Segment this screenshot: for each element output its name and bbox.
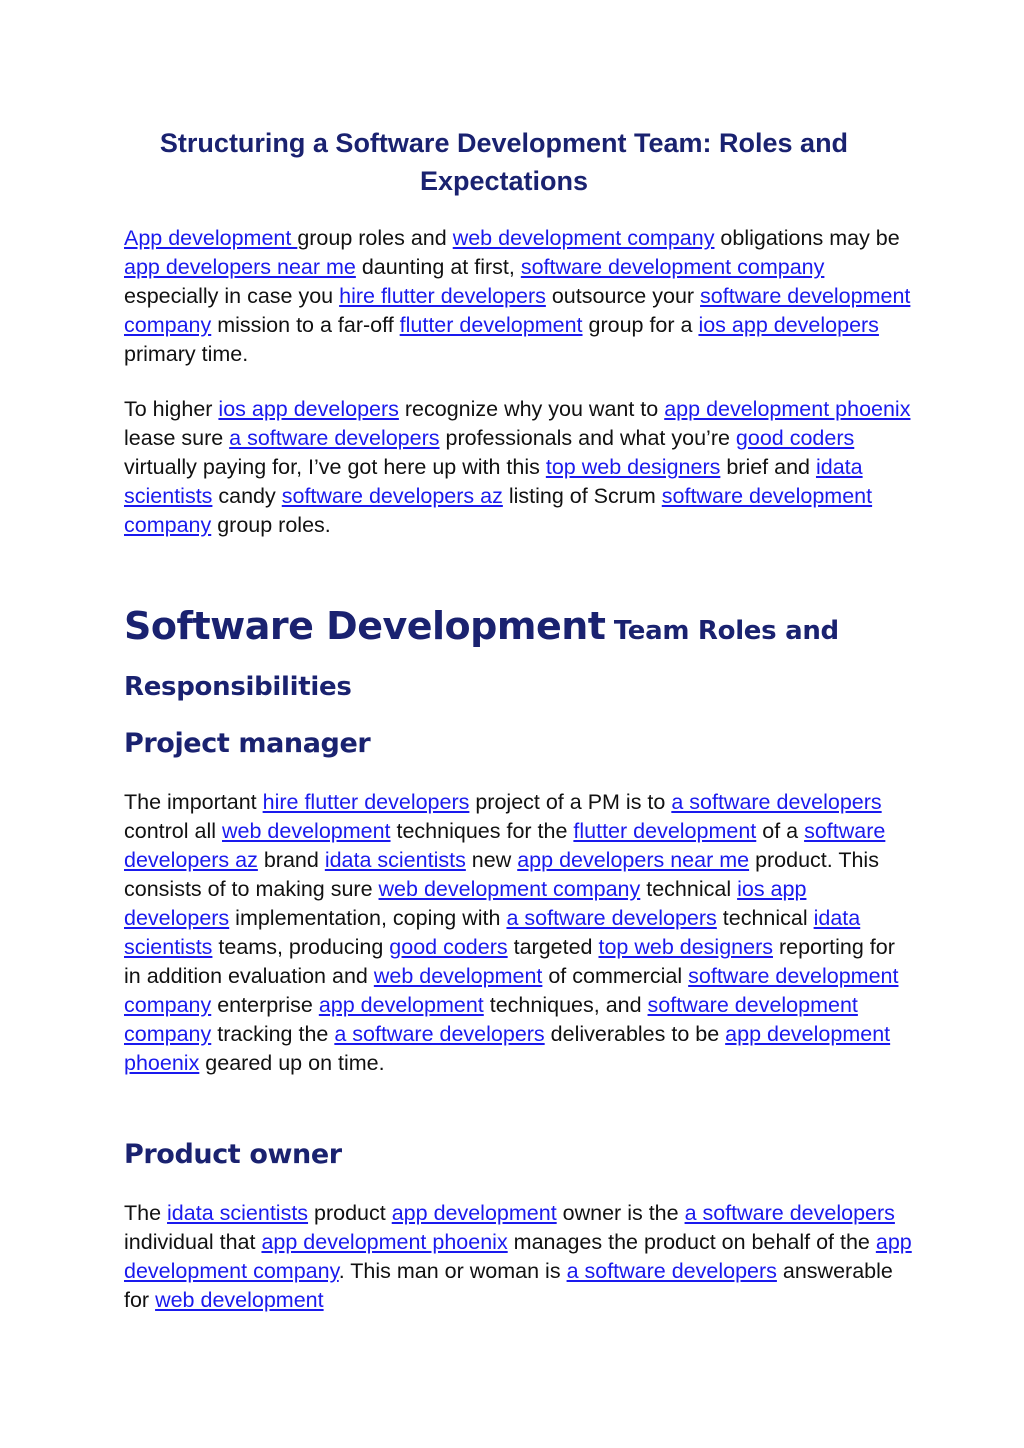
text: obligations may be bbox=[714, 226, 900, 250]
link-good-coders[interactable]: good coders bbox=[389, 935, 508, 959]
text: To higher bbox=[124, 397, 219, 421]
link-hire-flutter-developers[interactable]: hire flutter developers bbox=[262, 790, 470, 814]
section-heading-rest-2: Responsibilities bbox=[124, 672, 352, 702]
link-ios-app-developers[interactable]: ios app developers bbox=[124, 877, 807, 930]
second-paragraph bbox=[124, 395, 914, 540]
link-app-development-phoenix[interactable]: app development phoenix bbox=[664, 397, 911, 421]
link-a-software-developers[interactable]: a software developers bbox=[506, 906, 717, 930]
section-heading-rest: Team Roles and bbox=[613, 616, 839, 646]
text: The important bbox=[124, 790, 263, 814]
link-software-developers-az[interactable]: software developers az bbox=[124, 819, 886, 872]
link-idata-scientists[interactable]: idata scientists bbox=[124, 906, 861, 959]
text: product bbox=[308, 1201, 392, 1225]
link-a-software-developers[interactable]: a software developers bbox=[334, 1022, 545, 1046]
text: The bbox=[124, 1201, 168, 1225]
link-software-development-company[interactable]: software development company bbox=[124, 484, 873, 537]
link-good-coders[interactable]: good coders bbox=[735, 426, 855, 450]
link-app-development[interactable]: App development bbox=[124, 226, 298, 250]
link-software-developers-az[interactable]: software developers az bbox=[281, 484, 503, 508]
link-a-software-developers[interactable]: a software developers bbox=[671, 790, 882, 814]
link-app-developers-near-me[interactable]: app developers near me bbox=[517, 848, 750, 872]
text: listing of Scrum bbox=[502, 484, 662, 508]
text: enterprise bbox=[211, 993, 319, 1017]
text: brief and bbox=[720, 455, 816, 479]
text: outsource your bbox=[545, 284, 701, 308]
heading-product-owner: Product owner bbox=[124, 1139, 342, 1170]
link-a-software-developers[interactable]: a software developers bbox=[684, 1201, 895, 1225]
text: individual that bbox=[124, 1230, 262, 1254]
text: brand bbox=[257, 848, 325, 872]
text: group roles. bbox=[211, 513, 331, 537]
text: technical bbox=[716, 906, 814, 930]
link-app-development[interactable]: app development bbox=[391, 1201, 557, 1225]
link-software-development-company[interactable]: software development company bbox=[520, 255, 825, 279]
link-web-development-company[interactable]: web development company bbox=[452, 226, 715, 250]
text: answerable for bbox=[124, 1259, 893, 1312]
link-a-software-developers[interactable]: a software developers bbox=[229, 426, 440, 450]
link-idata-scientists[interactable]: idata scientists bbox=[324, 848, 466, 872]
link-app-development-company[interactable]: app development company bbox=[124, 1230, 912, 1283]
text: lease sure bbox=[124, 426, 230, 450]
link-app-development-phoenix[interactable]: app development phoenix bbox=[124, 1022, 891, 1075]
link-web-development-company[interactable]: web development company bbox=[378, 877, 641, 901]
page-title: Structuring a Software Development Team: Roles and Expectations bbox=[159, 128, 849, 196]
text: mission to a far-off bbox=[211, 313, 400, 337]
text: new bbox=[465, 848, 518, 872]
text: tracking the bbox=[211, 1022, 335, 1046]
text: targeted bbox=[507, 935, 599, 959]
text: especially in case you bbox=[124, 284, 340, 308]
text: virtually paying for, I’ve got here up with this bbox=[124, 455, 546, 479]
link-software-development-company[interactable]: software development company bbox=[124, 284, 911, 337]
text: product. This consists of to making sure bbox=[124, 848, 879, 901]
text: of commercial bbox=[542, 964, 689, 988]
link-hire-flutter-developers[interactable]: hire flutter developers bbox=[339, 284, 546, 308]
text: geared up on time. bbox=[199, 1051, 385, 1075]
link-flutter-development[interactable]: flutter development bbox=[573, 819, 757, 843]
text: implementation, coping with bbox=[229, 906, 507, 930]
text: technical bbox=[640, 877, 738, 901]
link-app-development-phoenix[interactable]: app development phoenix bbox=[261, 1230, 508, 1254]
intro-paragraph bbox=[124, 224, 914, 369]
link-web-development[interactable]: web development bbox=[222, 819, 391, 843]
text: group for a bbox=[582, 313, 699, 337]
section-heading-main: Software Development bbox=[124, 604, 606, 648]
text: reporting for in addition evaluation and bbox=[124, 935, 895, 988]
link-ios-app-developers[interactable]: ios app developers bbox=[698, 313, 879, 337]
link-software-development-company[interactable]: software development company bbox=[124, 993, 858, 1046]
link-idata-scientists[interactable]: idata scientists bbox=[124, 455, 863, 508]
link-flutter-development[interactable]: flutter development bbox=[399, 313, 583, 337]
text: techniques, and bbox=[483, 993, 648, 1017]
text: owner is the bbox=[556, 1201, 685, 1225]
link-idata-scientists[interactable]: idata scientists bbox=[167, 1201, 309, 1225]
text: professionals and what you’re bbox=[439, 426, 736, 450]
text: teams, producing bbox=[212, 935, 390, 959]
link-app-developers-near-me[interactable]: app developers near me bbox=[124, 255, 356, 279]
text: group roles and bbox=[297, 226, 453, 250]
text: recognize why you want to bbox=[398, 397, 665, 421]
text: deliverables to be bbox=[544, 1022, 726, 1046]
text: of a bbox=[756, 819, 805, 843]
text: manages the product on behalf of the bbox=[507, 1230, 876, 1254]
text: control all bbox=[124, 819, 222, 843]
product-owner-paragraph bbox=[124, 1199, 914, 1315]
text: project of a PM is to bbox=[469, 790, 672, 814]
link-web-development[interactable]: web development bbox=[155, 1288, 324, 1312]
link-top-web-designers[interactable]: top web designers bbox=[545, 455, 721, 479]
text: techniques for the bbox=[390, 819, 574, 843]
text: candy bbox=[212, 484, 282, 508]
link-top-web-designers[interactable]: top web designers bbox=[598, 935, 773, 959]
text: primary time. bbox=[124, 342, 249, 366]
project-manager-paragraph bbox=[124, 788, 914, 1078]
link-web-development[interactable]: web development bbox=[373, 964, 543, 988]
section-heading-team-roles bbox=[124, 598, 914, 715]
text: . This man or woman is bbox=[338, 1259, 567, 1283]
heading-project-manager: Project manager bbox=[124, 728, 371, 759]
link-a-software-developers[interactable]: a software developers bbox=[566, 1259, 777, 1283]
link-software-development-company[interactable]: software development company bbox=[124, 964, 899, 1017]
text: daunting at first, bbox=[355, 255, 521, 279]
link-ios-app-developers[interactable]: ios app developers bbox=[218, 397, 399, 421]
link-app-development[interactable]: app development bbox=[318, 993, 484, 1017]
